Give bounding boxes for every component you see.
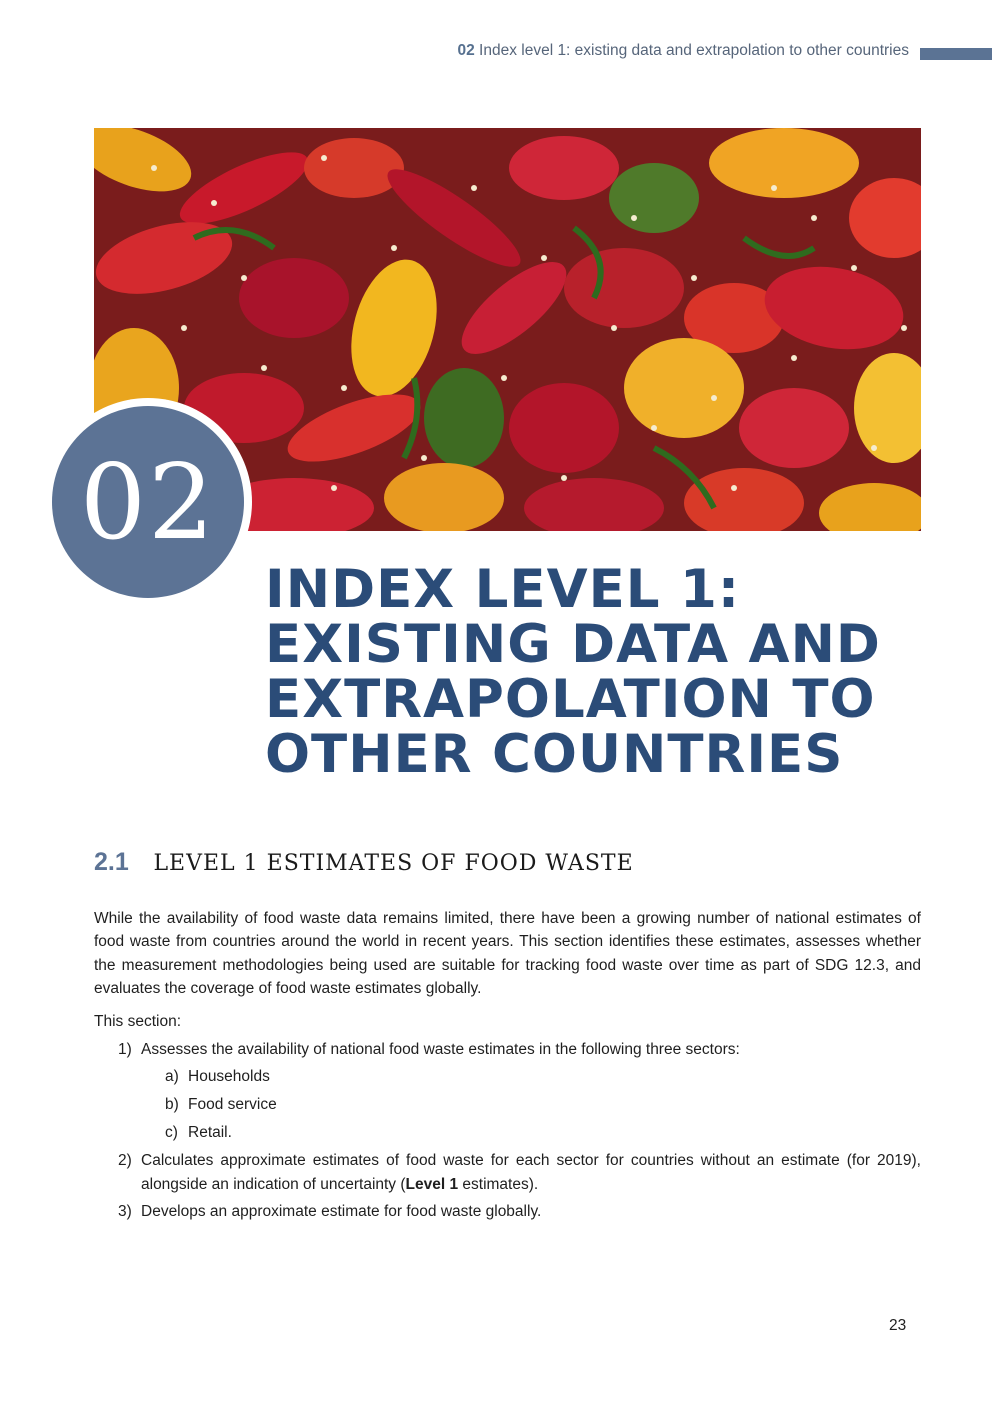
section-title: LEVEL 1 ESTIMATES OF FOOD WASTE — [153, 851, 634, 876]
list-item — [94, 1149, 921, 1196]
running-header-chapter-number: 02 — [457, 42, 475, 59]
chapter-title-line: EXISTING DATA AND — [265, 614, 881, 675]
chapter-title-line: INDEX LEVEL 1: — [265, 559, 741, 620]
numbered-list — [94, 1038, 921, 1224]
intro-paragraph: While the availability of food waste data remains limited, there have been a growing number of national estimates of food waste from countries around the world in recent years. This section identifies these estimates, assesses whether the measurement methodologies being used are suitable for tracking food waste over time as part of SDG 12.3, and evaluates the coverage of food waste estimates globally. — [94, 910, 921, 998]
sublist-item-text: Households — [188, 1068, 270, 1086]
page-number: 23 — [889, 1317, 907, 1334]
sublist-item-text: Retail. — [188, 1124, 232, 1142]
body-text — [94, 907, 921, 1228]
sublist-marker: a) — [165, 1068, 179, 1086]
lead-in-paragraph: This section: — [94, 1012, 182, 1030]
sublist-marker: b) — [165, 1096, 179, 1114]
chapter-title-line: EXTRAPOLATION TO — [265, 669, 876, 730]
chapter-title — [265, 559, 925, 785]
list-marker: 2) — [118, 1152, 132, 1170]
sublist-item — [141, 1065, 921, 1088]
sublist-item-text: Food service — [188, 1096, 277, 1114]
running-header — [457, 42, 909, 60]
level-1-emphasis: Level 1 — [405, 1175, 459, 1193]
list-item-text: Develops an approximate estimate for food waste globally. — [141, 1203, 542, 1221]
header-accent-bar — [920, 48, 992, 60]
list-marker: 1) — [118, 1041, 132, 1059]
list-item-text-after: estimates). — [458, 1175, 539, 1193]
sublist-item — [141, 1093, 921, 1116]
list-item-text-before: Calculates approximate estimates of food waste for each sector for countries without an estimate (for 2019), alongside an indication of uncertainty ( — [141, 1152, 921, 1193]
sublist-marker: c) — [165, 1124, 178, 1142]
list-item — [94, 1038, 921, 1145]
sector-sublist — [141, 1065, 921, 1144]
list-item-text — [141, 1152, 921, 1192]
section-number: 2.1 — [94, 848, 129, 876]
section-heading — [94, 848, 634, 877]
list-item-text: Assesses the availability of national food waste estimates in the following three sectors: — [141, 1041, 740, 1059]
chapter-number-badge: 02 — [52, 406, 244, 598]
sublist-item — [141, 1121, 921, 1144]
running-header-title: Index level 1: existing data and extrapolation to other countries — [479, 42, 909, 59]
chapter-title-line: OTHER COUNTRIES — [265, 724, 844, 785]
list-item — [94, 1200, 921, 1223]
list-marker: 3) — [118, 1203, 132, 1221]
